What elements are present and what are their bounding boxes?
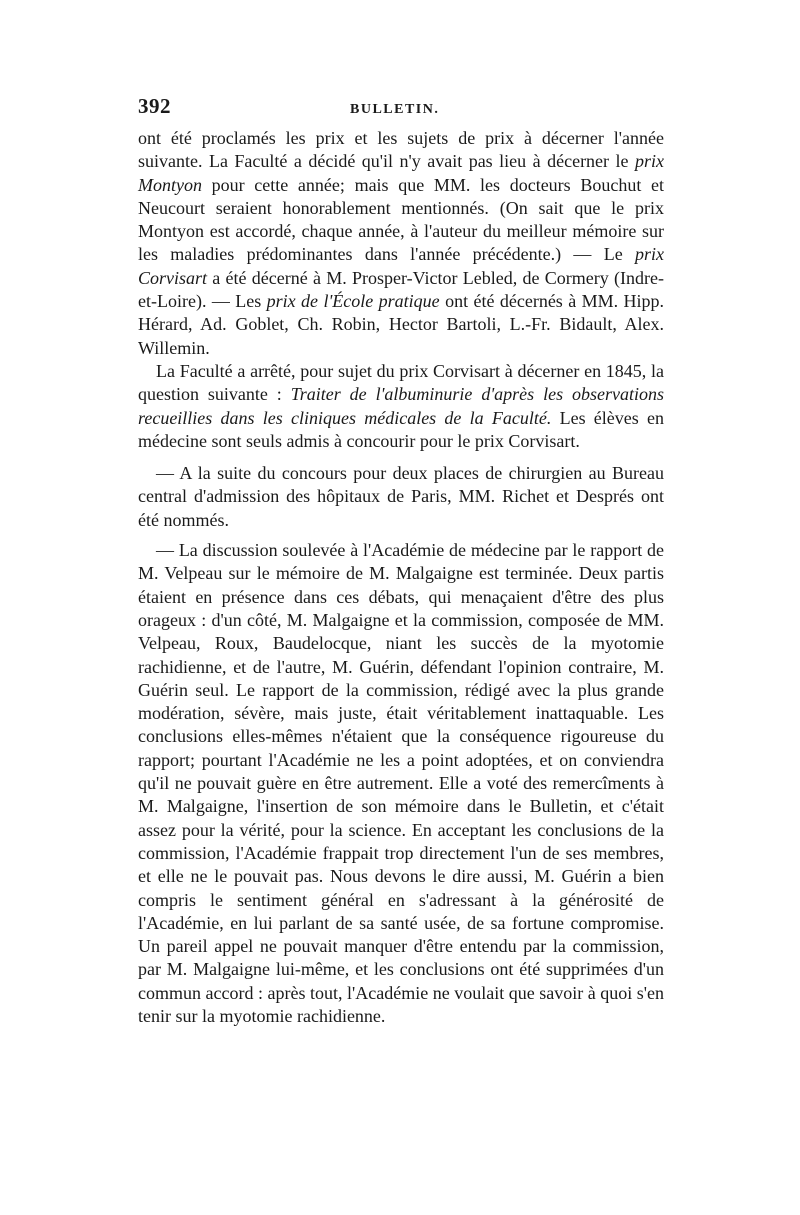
page-header bbox=[138, 95, 664, 123]
text-run: La Faculté a arrêté, pour sujet du prix Corvisart à décerner en 1845, la question suivante : bbox=[138, 360, 664, 405]
text-run: ont été proclamés les prix et les sujets de prix à décerner l'année suivante. La Faculté a décidé qu'il n'y avait pas lieu à décerner le bbox=[138, 128, 664, 172]
page-number: 392 bbox=[138, 94, 171, 118]
italic-prix-montyon: prix Montyon bbox=[138, 151, 664, 195]
italic-question-title: Traiter de l'albuminurie d'après les observations recueillies dans les cliniques médicales de la Faculté. bbox=[138, 384, 664, 428]
text-run: ont été décernés à MM. Hipp. Hérard, Ad. Goblet, Ch. Robin, Hector Bartoli, L.-Fr. Bidault, Alex. Willemin. bbox=[138, 291, 665, 358]
text-run: a été décerné à M. Prosper-Victor Lebled, de Cormery (Indre-et-Loire). — Les bbox=[138, 267, 664, 312]
paragraph-prizes bbox=[138, 127, 664, 360]
text-run: pour cette année; mais que MM. les docteurs Bouchut et Neucourt seraient honorablement mentionnés. (On sait que le prix Montyon est accordé, chaque année, à l'auteur du meilleur mémoire sur les maladies prédominantes dans l'année précédente.) — Le bbox=[138, 174, 664, 265]
book-page bbox=[138, 95, 664, 1028]
italic-prix-ecole-pratique: prix de l'École pratique bbox=[266, 291, 440, 312]
paragraph-academie-discussion: — La discussion soulevée à l'Académie de médecine par le rapport de M. Velpeau sur le mémoire de M. Malgaigne est terminée. Deux partis étaient en présence dans ces débats, qui menaçaient d'être des plus orageux : d'un côté, M. Malgaigne et la commission, composée de MM. Velpeau, Roux, Baudelocque, niant les succès de la myotomie rachidienne, et de l'autre, M. Guérin, défendant l'opinion contraire, M. Guérin seul. Le rapport de la commission, rédigé avec la plus grande modération, sévère, mais juste, était véritablement inattaquable. Les conclusions elles-mêmes n'étaient que la conséquence rigoureuse du rapport; pourtant l'Académie ne les a point adoptées, et on conviendra qu'il ne pouvait guère en être autrement. Elle a voté des remercîments à M. Malgaigne, l'insertion de son mémoire dans le Bulletin, et c'était assez pour la vérité, pour la science. En acceptant les conclusions de la commission, l'Académie frappait trop directement l'un de ses membres, et elle ne le pouvait pas. Nous devons le dire aussi, M. Guérin a bien compris le sentiment général en s'adressant à la générosité de l'Académie, en lui parlant de sa santé usée, de sa fortune compromise. Un pareil appel ne pouvait manquer d'être entendu par la commission, par M. Malgaigne lui-même, et les conclusions ont été supprimées d'un commun accord : après tout, l'Académie ne voulait que savoir à quoi s'en tenir sur la myotomie rachidienne. bbox=[138, 540, 664, 1026]
paragraph-corvisart-subject bbox=[138, 360, 664, 453]
paragraph-concours-chirurgien: — A la suite du concours pour deux places de chirurgien au Bureau central d'admission des hôpitaux de Paris, MM. Richet et Després ont été nommés. bbox=[138, 463, 664, 530]
running-title: BULLETIN. bbox=[350, 102, 440, 117]
text-run: Les élèves en médecine sont seuls admis à concourir pour le prix Corvisart. bbox=[138, 407, 665, 451]
italic-prix-corvisart: prix Corvisart bbox=[138, 244, 664, 288]
